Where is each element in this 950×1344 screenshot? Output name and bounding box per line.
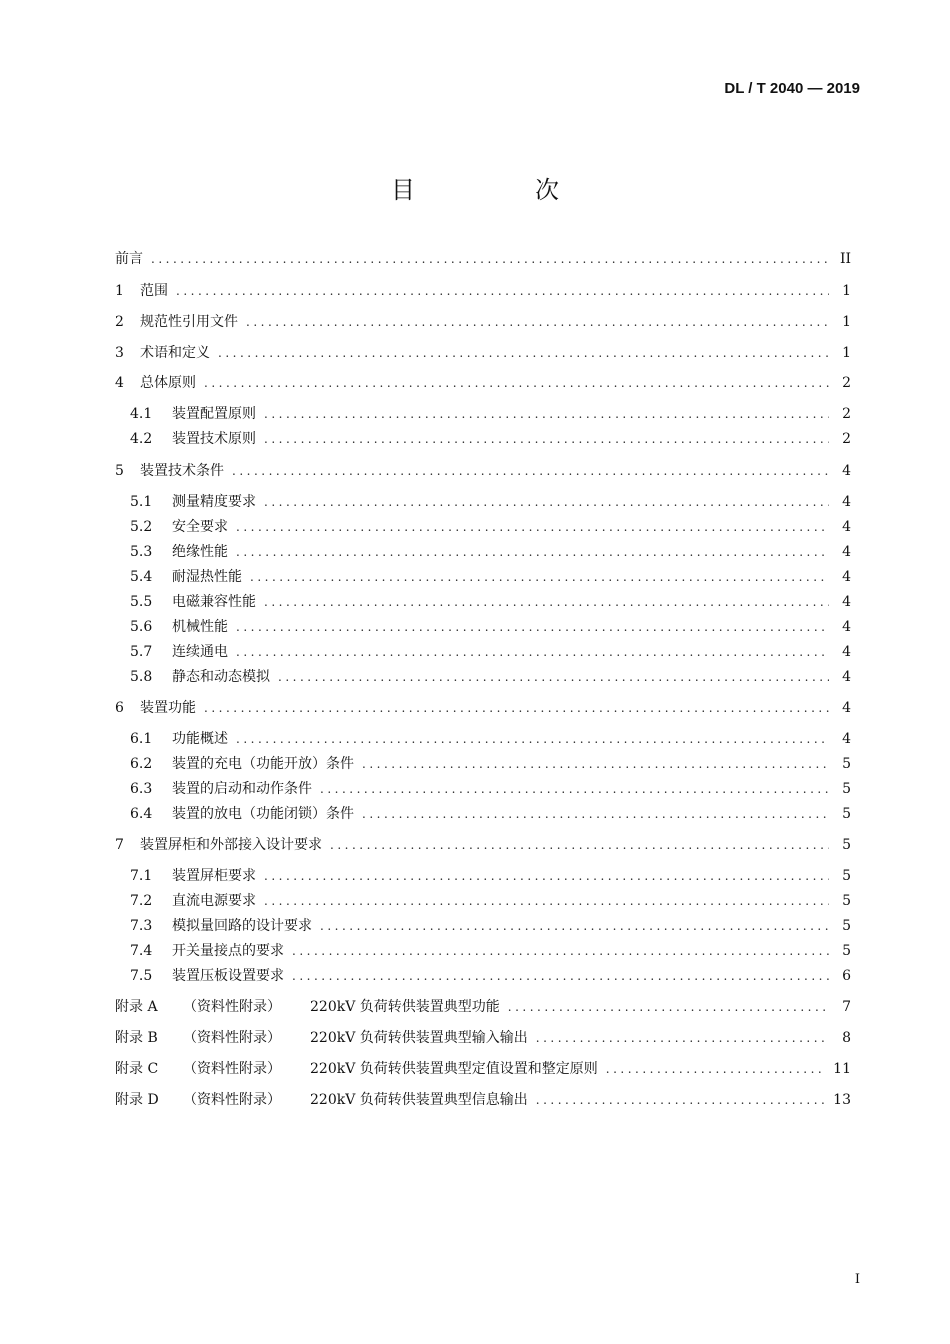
toc-leader-dots [264, 495, 829, 509]
toc-entry-page: 5 [842, 806, 851, 822]
toc-entry-label: 220kV 负荷转供装置典型功能 [310, 999, 500, 1015]
toc-entry-label: 规范性引用文件 [140, 314, 238, 330]
toc-entry-label: 连续通电 [172, 644, 228, 660]
toc-entry[interactable] [115, 915, 851, 937]
toc-entry[interactable] [115, 1089, 851, 1111]
toc-entry[interactable] [115, 403, 851, 425]
toc-entry-page: 2 [842, 375, 851, 391]
toc-entry-annex-type: （资料性附录） [183, 1092, 281, 1108]
toc-entry[interactable] [115, 591, 851, 613]
toc-entry-page: 5 [842, 943, 851, 959]
toc-entry[interactable] [115, 1058, 851, 1080]
toc-entry-number: 附录 A [115, 999, 158, 1015]
toc-entry-page: 4 [842, 669, 851, 685]
toc-entry-page: 4 [842, 700, 851, 716]
toc-entry-page: 1 [842, 283, 851, 299]
toc-entry-page: 5 [842, 868, 851, 884]
toc-leader-dots [264, 894, 829, 908]
toc-entry-number: 7 [115, 837, 124, 853]
toc-entry-number: 4 [115, 375, 124, 391]
page-folio: I [854, 1272, 860, 1287]
toc-entry-page: 4 [842, 544, 851, 560]
toc-entry-number: 2 [115, 314, 124, 330]
toc-entry-label: 装置的放电（功能闭锁）条件 [172, 806, 354, 822]
toc-entry-label: 范围 [140, 283, 168, 299]
toc-entry[interactable] [115, 940, 851, 962]
toc-leader-dots [536, 1093, 825, 1107]
toc-leader-dots [320, 782, 829, 796]
toc-entry[interactable] [115, 491, 851, 513]
toc-leader-dots [151, 252, 829, 266]
toc-entry-number: 4.1 [130, 406, 153, 422]
toc-leader-dots [232, 464, 829, 478]
toc-entry-label: 220kV 负荷转供装置典型信息输出 [310, 1092, 528, 1108]
toc-entry-number: 7.1 [130, 868, 153, 884]
toc-entry-number: 5.8 [130, 669, 153, 685]
toc-leader-dots [236, 545, 829, 559]
toc-entry-annex-type: （资料性附录） [183, 1061, 281, 1077]
toc-entry[interactable] [115, 803, 851, 825]
toc-entry-page: 5 [842, 756, 851, 772]
toc-leader-dots [606, 1062, 825, 1076]
toc-entry-number: 5.6 [130, 619, 153, 635]
toc-entry[interactable] [115, 834, 851, 856]
toc-entry[interactable] [115, 666, 851, 688]
toc-entry[interactable] [115, 616, 851, 638]
toc-entry[interactable] [115, 778, 851, 800]
toc-entry-number: 6 [115, 700, 124, 716]
toc-entry[interactable] [115, 372, 851, 394]
toc-entry-label: 装置配置原则 [172, 406, 256, 422]
toc-entry-label: 静态和动态模拟 [172, 669, 270, 685]
toc-entry-label: 安全要求 [172, 519, 228, 535]
toc-leader-dots [236, 520, 829, 534]
toc-entry-label: 装置压板设置要求 [172, 968, 284, 984]
toc-entry-label: 220kV 负荷转供装置典型定值设置和整定原则 [310, 1061, 598, 1077]
toc-entry-number: 7.2 [130, 893, 153, 909]
toc-entry-number: 5.1 [130, 494, 153, 510]
toc-entry[interactable] [115, 342, 851, 364]
toc-leader-dots [278, 670, 829, 684]
toc-entry-number: 7.5 [130, 968, 153, 984]
toc-leader-dots [536, 1031, 829, 1045]
toc-entry-label: 装置技术条件 [140, 463, 224, 479]
toc-entry-number: 附录 B [115, 1030, 158, 1046]
toc-entry[interactable] [115, 996, 851, 1018]
toc-entry-number: 附录 D [115, 1092, 159, 1108]
toc-entry-label: 功能概述 [172, 731, 228, 747]
toc-entry[interactable] [115, 890, 851, 912]
toc-entry-annex-type: （资料性附录） [183, 1030, 281, 1046]
toc-entry-page: 5 [842, 837, 851, 853]
toc-leader-dots [292, 969, 829, 983]
toc-entry-page: 4 [842, 519, 851, 535]
toc-entry-page: 2 [842, 431, 851, 447]
page-title: 目 次 [391, 176, 607, 204]
toc-entry-number: 7.3 [130, 918, 153, 934]
toc-entry-number: 4.2 [130, 431, 153, 447]
toc-leader-dots [362, 757, 829, 771]
toc-entry-label: 装置屏柜和外部接入设计要求 [140, 837, 322, 853]
document-code: DL / T 2040 — 2019 [724, 80, 860, 97]
toc-entry-number: 6.3 [130, 781, 153, 797]
toc-entry-page: 4 [842, 731, 851, 747]
toc-entry-number: 6.1 [130, 731, 153, 747]
toc-entry-page: 4 [842, 463, 851, 479]
toc-entry[interactable] [115, 697, 851, 719]
toc-entry-page: 1 [842, 314, 851, 330]
toc-entry-page: 2 [842, 406, 851, 422]
toc-entry-label: 装置技术原则 [172, 431, 256, 447]
toc-entry[interactable] [115, 865, 851, 887]
toc-entry[interactable] [115, 280, 851, 302]
toc-entry-page: 13 [833, 1092, 851, 1108]
toc-entry-label: 绝缘性能 [172, 544, 228, 560]
toc-entry-number: 5.7 [130, 644, 153, 660]
toc-leader-dots [236, 645, 829, 659]
toc-entry-label: 220kV 负荷转供装置典型输入输出 [310, 1030, 528, 1046]
toc-entry-label: 装置功能 [140, 700, 196, 716]
toc-leader-dots [204, 376, 829, 390]
toc-entry[interactable] [115, 311, 851, 333]
toc-entry-number: 6.4 [130, 806, 153, 822]
toc-leader-dots [204, 701, 829, 715]
toc-entry-page: 4 [842, 619, 851, 635]
toc-leader-dots [320, 919, 829, 933]
toc-entry-label: 测量精度要求 [172, 494, 256, 510]
toc-leader-dots [508, 1000, 829, 1014]
toc-leader-dots [292, 944, 829, 958]
toc-entry-page: 4 [842, 569, 851, 585]
toc-entry-label: 装置的启动和动作条件 [172, 781, 312, 797]
toc-entry-page: 4 [842, 594, 851, 610]
toc-entry[interactable] [115, 516, 851, 538]
toc-entry-page: II [839, 251, 851, 267]
toc-leader-dots [250, 570, 829, 584]
toc-entry-number: 5.5 [130, 594, 153, 610]
toc-entry-number: 3 [115, 345, 124, 361]
toc-entry-page: 1 [842, 345, 851, 361]
toc-entry[interactable] [115, 541, 851, 563]
toc-entry-page: 8 [842, 1030, 851, 1046]
toc-entry-page: 11 [833, 1061, 851, 1077]
toc-entry-page: 7 [842, 999, 851, 1015]
toc-leader-dots [236, 732, 829, 746]
toc-entry[interactable] [115, 641, 851, 663]
toc-entry[interactable] [115, 1027, 851, 1049]
toc-entry[interactable] [115, 753, 851, 775]
toc-entry-page: 5 [842, 893, 851, 909]
toc-leader-dots [264, 595, 829, 609]
toc-leader-dots [362, 807, 829, 821]
toc-entry-number: 1 [115, 283, 124, 299]
toc-entry-page: 5 [842, 781, 851, 797]
toc-entry-label: 直流电源要求 [172, 893, 256, 909]
toc-entry[interactable] [115, 428, 851, 450]
toc-entry[interactable] [115, 965, 851, 987]
toc-entry[interactable] [115, 460, 851, 482]
toc-entry-number: 7.4 [130, 943, 153, 959]
toc-entry-annex-type: （资料性附录） [183, 999, 281, 1015]
toc-leader-dots [246, 315, 829, 329]
toc-leader-dots [264, 407, 829, 421]
toc-entry-label: 开关量接点的要求 [172, 943, 284, 959]
toc-entry-page: 5 [842, 918, 851, 934]
toc-entry-label: 模拟量回路的设计要求 [172, 918, 312, 934]
toc-entry-number: 附录 C [115, 1061, 159, 1077]
toc-entry-number: 5 [115, 463, 124, 479]
toc-entry-label: 术语和定义 [140, 345, 210, 361]
toc-leader-dots [236, 620, 829, 634]
toc-leader-dots [176, 284, 829, 298]
toc-entry-label: 前言 [115, 251, 143, 267]
toc-entry-label: 机械性能 [172, 619, 228, 635]
toc-entry-number: 6.2 [130, 756, 153, 772]
toc-leader-dots [218, 346, 829, 360]
toc-entry-label: 电磁兼容性能 [172, 594, 256, 610]
toc-entry-page: 6 [842, 968, 851, 984]
toc-entry[interactable] [115, 248, 851, 270]
toc-entry-page: 4 [842, 644, 851, 660]
toc-entry-label: 装置屏柜要求 [172, 868, 256, 884]
toc-entry-label: 总体原则 [140, 375, 196, 391]
toc-entry-number: 5.2 [130, 519, 153, 535]
toc-leader-dots [264, 432, 829, 446]
toc-entry-label: 装置的充电（功能开放）条件 [172, 756, 354, 772]
toc-entry[interactable] [115, 566, 851, 588]
toc-entry-number: 5.3 [130, 544, 153, 560]
toc-leader-dots [264, 869, 829, 883]
toc-leader-dots [330, 838, 829, 852]
toc-entry[interactable] [115, 728, 851, 750]
toc-entry-number: 5.4 [130, 569, 153, 585]
toc-entry-label: 耐湿热性能 [172, 569, 242, 585]
toc-entry-page: 4 [842, 494, 851, 510]
